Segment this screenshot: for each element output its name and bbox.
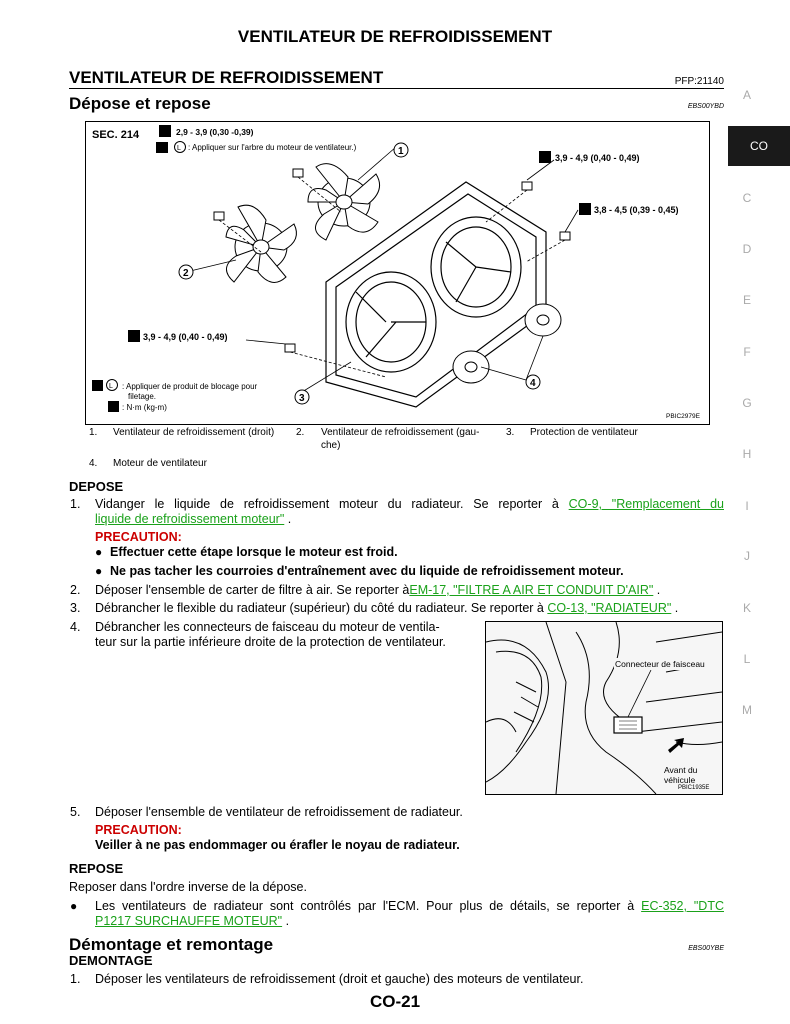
torque-right2: 3,8 - 4,5 (0,39 - 0,45) [594, 205, 679, 215]
caution-3: Veiller à ne pas endommager ou érafler le noyau de radiateur. [95, 838, 460, 852]
step1-text: Vidanger le liquide de refroidissement moteur du radiateur. Se reporter à [95, 497, 559, 511]
legend-text-2: Ventilateur de refroidissement (gau- [321, 427, 480, 438]
svg-text:3: 3 [299, 393, 305, 404]
bullet: ● [70, 899, 78, 913]
legend-nm: : N·m (kg-m) [122, 403, 167, 412]
legend-num-2: 2. [296, 427, 305, 438]
svg-text:L: L [177, 145, 181, 152]
step1-line2: liquide de refroidissement moteur" . [95, 512, 292, 526]
torque-icon [539, 151, 551, 163]
locking-icon [156, 142, 168, 153]
torque-icon [159, 125, 171, 137]
torque-icon [579, 203, 591, 215]
page-header-title: VENTILATEUR DE REFROIDISSEMENT [237, 27, 553, 46]
precaution-label: PRECAUTION: [95, 530, 182, 544]
side-tab-d[interactable]: D [742, 242, 752, 256]
locking-icon [92, 380, 103, 391]
fan-exploded-diagram [85, 121, 710, 425]
subsection-title: Dépose et repose [69, 94, 211, 113]
figure1-code: PBIC2979E [666, 413, 700, 420]
step-num: 5. [70, 805, 81, 819]
step-num: 4. [70, 620, 81, 634]
step-num: 2. [70, 583, 81, 597]
callout-1 [394, 143, 408, 157]
side-tab-co[interactable] [728, 126, 790, 166]
side-tab-a[interactable]: A [742, 88, 751, 102]
legend-num-3: 3. [506, 427, 515, 438]
repose-bullet-line2: P1217 SURCHAUFFE MOTEUR" . [95, 914, 290, 928]
link-ec-352[interactable]: EC-352, "DTC [641, 899, 724, 913]
bullet: ● [95, 545, 103, 559]
pfp-code: PFP:21140 [674, 76, 724, 87]
step4-line1: Débrancher les connecteurs de faisceau du moteur de ventila- [95, 620, 440, 634]
torque-icon [108, 401, 119, 412]
demontage-code: EBS00YBE [688, 945, 724, 952]
side-tab-j[interactable]: J [744, 549, 750, 563]
step1-line1 [95, 497, 724, 512]
bullet: ● [95, 564, 103, 578]
callout-3 [295, 390, 309, 404]
legend-locking: : Appliquer de produit de blocage pour [122, 382, 258, 391]
label-connector: Connecteur de faisceau [615, 659, 705, 669]
side-tab-k[interactable]: K [742, 601, 751, 615]
subsection-code: EBS00YBD [687, 103, 724, 110]
side-tab-c[interactable]: C [742, 191, 752, 205]
step5: Déposer l'ensemble de ventilateur de refroidissement de radiateur. [95, 805, 463, 819]
side-tab-h[interactable]: H [742, 447, 752, 461]
svg-text:2: 2 [183, 268, 189, 279]
side-tab-co-label: CO [750, 139, 768, 153]
fan-diagram-svg [86, 122, 709, 424]
section-title: VENTILATEUR DE REFROIDISSEMENT [69, 68, 384, 87]
repose-text: Reposer dans l'ordre inverse de la dépose. [69, 880, 307, 894]
torque-icon [128, 330, 140, 342]
legend-text-1: Ventilateur de refroidissement (droit) [113, 427, 275, 438]
link-ec-352-cont[interactable]: P1217 SURCHAUFFE MOTEUR" [95, 914, 283, 928]
harness-connector [614, 717, 642, 733]
svg-text:L: L [109, 383, 113, 390]
legend-text-3: Protection de ventilateur [530, 427, 638, 438]
torque-left: 3,9 - 4,9 (0,40 - 0,49) [143, 332, 228, 342]
svg-text:4: 4 [530, 378, 536, 389]
harness-svg [486, 622, 722, 794]
harness-connector-illustration [485, 621, 723, 795]
side-tab-f[interactable]: F [743, 345, 751, 359]
section-rule [69, 88, 724, 89]
link-em-17[interactable]: EM-17, "FILTRE A AIR ET CONDUIT D'AIR" [409, 583, 654, 597]
torque-right1: 3,9 - 4,9 (0,40 - 0,49) [555, 153, 640, 163]
link-co-13[interactable]: CO-13, "RADIATEUR" [547, 601, 672, 615]
label-front-2: véhicule [664, 775, 696, 785]
step-num: 1. [70, 972, 81, 986]
side-tab-e[interactable]: E [742, 293, 751, 307]
legend-num-4: 4. [89, 458, 98, 469]
legend-text-4: Moteur de ventilateur [113, 458, 207, 469]
torque-top: 2,9 - 3,9 (0,30 -0,39) [176, 127, 254, 137]
callout-4 [526, 375, 540, 389]
figure2-code: PBIC1935E [678, 785, 710, 791]
step2: Déposer l'ensemble de carter de filtre à air. Se reporter àEM-17, "FILTRE A AIR ET CONDUIT D'AIR" . [95, 583, 661, 597]
caution-2: Ne pas tacher les courroies d'entraînement avec du liquide de refroidissement moteur. [110, 564, 624, 578]
step4-line2: teur sur la partie inférieure droite de la protection de ventilateur. [95, 635, 446, 649]
label-front-1: Avant du [664, 765, 698, 775]
callout-2 [179, 265, 193, 279]
demontage-heading: DEMONTAGE [69, 953, 153, 968]
cooling-fan-right [308, 164, 380, 240]
depose-heading: DEPOSE [69, 479, 124, 494]
cooling-fan-left [226, 205, 296, 282]
caution-1: Effectuer cette étape lorsque le moteur est froid. [110, 545, 398, 559]
svg-text:1: 1 [398, 146, 404, 157]
fan-motor [453, 304, 561, 383]
legend-locking-2: filetage. [128, 392, 157, 401]
precaution-label-2: PRECAUTION: [95, 823, 182, 837]
link-co-9-cont[interactable]: liquide de refroidissement moteur" [95, 512, 285, 526]
step-num: 1. [70, 497, 81, 511]
arrow-front-icon [668, 738, 684, 753]
sec-label: SEC. 214 [92, 129, 140, 141]
side-tab-m[interactable]: M [742, 703, 752, 717]
legend-text-2b: che) [321, 440, 341, 451]
page-number: CO-21 [369, 992, 421, 1011]
demontage-step1: Déposer les ventilateurs de refroidissement (droit et gauche) des moteurs de ventilateur. [95, 972, 584, 986]
side-tab-l[interactable]: L [743, 652, 751, 666]
legend-num-1: 1. [89, 427, 98, 438]
note-top: : Appliquer sur l'arbre du moteur de ventilateur.) [188, 143, 357, 152]
demontage-title: Démontage et remontage [69, 935, 274, 954]
link-co-9[interactable]: CO-9, "Remplacement du [568, 497, 724, 511]
step-num: 3. [70, 601, 81, 615]
repose-bullet-line1: Les ventilateurs de radiateur sont contrôlés par l'ECM. Pour plus de détails, se reporter à EC-352, "DTC [95, 899, 724, 913]
side-tab-g[interactable]: G [742, 396, 752, 410]
step3: Débrancher le flexible du radiateur (supérieur) du côté du radiateur. Se reporter à CO-13, "RADIATEUR" . [95, 601, 679, 615]
repose-heading: REPOSE [69, 861, 124, 876]
side-tab-i[interactable]: I [745, 499, 749, 513]
